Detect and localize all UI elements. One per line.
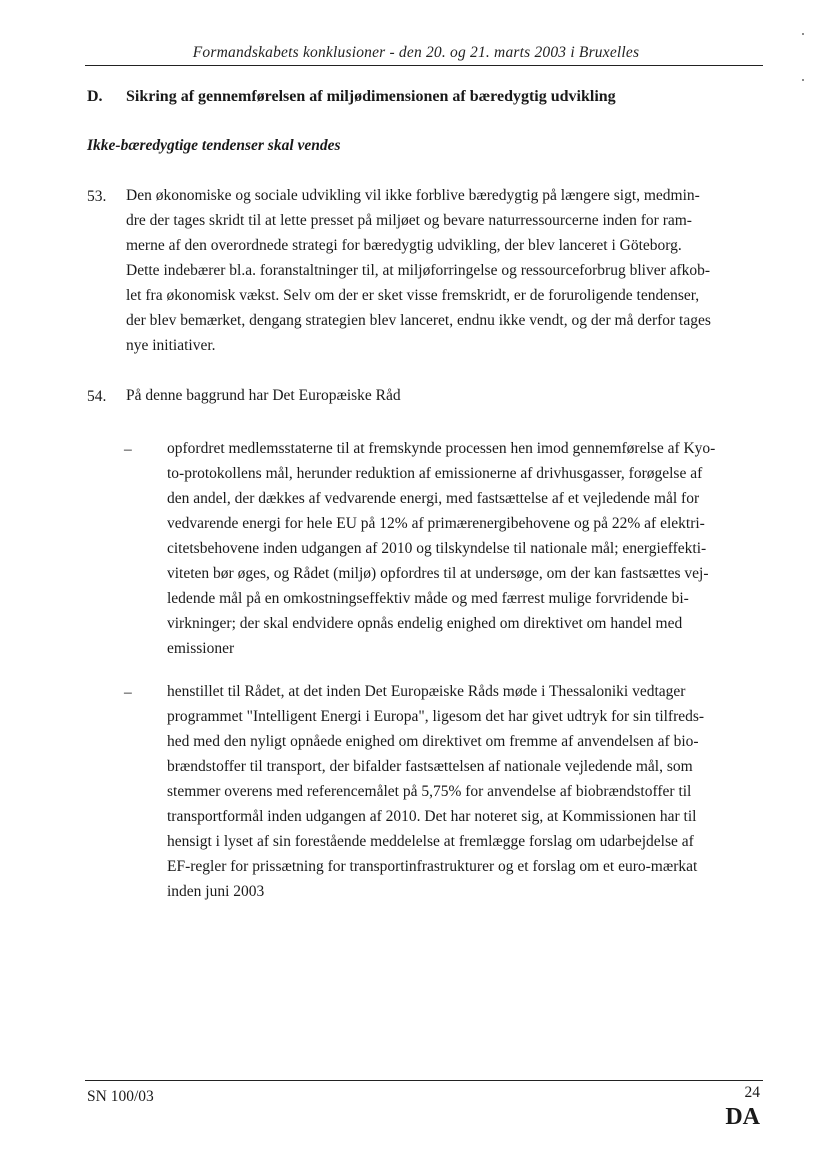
footer-rule [85, 1080, 763, 1081]
bullet-dash: – [124, 684, 132, 701]
text-line: dre der tages skridt til at lette presset på miljøet og bevare naturressourcerne inden for ram- [126, 212, 692, 229]
text-line: der blev bemærket, dengang strategien blev lanceret, endnu ikke vendt, og der må derfor tages [126, 312, 711, 329]
text-line: På denne baggrund har Det Europæiske Råd [126, 387, 401, 404]
paragraph-number-54: 54. [87, 388, 107, 405]
text-line: vedvarende energi for hele EU på 12% af primærenergibehovene og på 22% af elektri- [167, 515, 705, 532]
text-line: stemmer overens med referencemålet på 5,75% for anvendelse af biobrændstoffer til [167, 783, 692, 800]
text-line: transportformål inden udgangen af 2010. Det har noteret sig, at Kommissionen har til [167, 808, 697, 825]
text-line: emissioner [167, 640, 235, 657]
text-line: virkninger; der skal endvidere opnås endelig enighed om direktivet om handel med [167, 615, 683, 632]
scan-speck [802, 79, 804, 81]
text-line: henstillet til Rådet, at det inden Det Europæiske Råds møde i Thessaloniki vedtager [167, 683, 686, 700]
text-line: Dette indebærer bl.a. foranstaltninger til, at miljøforringelse og ressourceforbrug bliver afkob- [126, 262, 711, 279]
bullet-2-body [167, 679, 704, 904]
running-header: Formandskabets konklusioner - den 20. og 21. marts 2003 i Bruxelles [192, 44, 640, 61]
paragraph-53-body [126, 183, 711, 358]
text-line: citetsbehovene inden udgangen af 2010 og tilskyndelse til nationale mål; energieffekti- [167, 540, 707, 557]
section-title: Sikring af gennemførelsen af miljødimensionen af bæredygtig udvikling [126, 88, 616, 105]
text-line: opfordret medlemsstaterne til at fremskynde processen hen imod gennemførelse af Kyo- [167, 440, 716, 457]
text-line: ledende mål på en omkostningseffektiv måde og med færrest mulige forvridende bi- [167, 590, 689, 607]
text-line: den andel, der dækkes af vedvarende energi, med fastsættelse af et vejledende mål for [167, 490, 700, 507]
text-line: hensigt i lyset af sin forestående meddelelse at fremlægge forslag om udarbejdelse af [167, 833, 694, 850]
bullet-1-body [167, 436, 715, 661]
paragraph-54-body [126, 383, 401, 408]
text-line: let fra økonomisk vækst. Selv om der er sket visse fremskridt, er de foruroligende tendenser, [126, 287, 700, 304]
text-line: hed med den nyligt opnåede enighed om direktivet om fremme af anvendelsen af bio- [167, 733, 699, 750]
text-line: programmet "Intelligent Energi i Europa", ligesom det har givet udtryk for sin tilfreds- [167, 708, 705, 725]
text-line: brændstoffer til transport, der bifalder fastsættelsen af nationale vejledende mål, som [167, 758, 693, 775]
paragraph-number-53: 53. [87, 188, 107, 205]
text-line: Den økonomiske og sociale udvikling vil ikke forblive bæredygtig på længere sigt, medmin- [126, 187, 700, 204]
document-reference: SN 100/03 [87, 1088, 154, 1105]
text-line: nye initiativer. [126, 337, 216, 354]
page-number: 24 [744, 1084, 760, 1101]
subheading: Ikke-bæredygtige tendenser skal vendes [87, 137, 341, 154]
text-line: viteten bør øges, og Rådet (miljø) opfordres til at undersøge, om der kan fastsættes vej- [167, 565, 709, 582]
scan-speck [802, 33, 804, 35]
section-number: D. [87, 88, 103, 105]
text-line: inden juni 2003 [167, 883, 265, 900]
header-rule [85, 65, 763, 66]
bullet-dash: – [124, 441, 132, 458]
text-line: merne af den overordnede strategi for bæredygtig udvikling, der blev lanceret i Göteborg. [126, 237, 682, 254]
text-line: EF-regler for prissætning for transportinfrastrukturer og et forslag om et euro-mærkat [167, 858, 698, 875]
text-line: to-protokollens mål, herunder reduktion af emissionerne af drivhusgasser, forøgelse af [167, 465, 703, 482]
language-code: DA [725, 1104, 760, 1130]
